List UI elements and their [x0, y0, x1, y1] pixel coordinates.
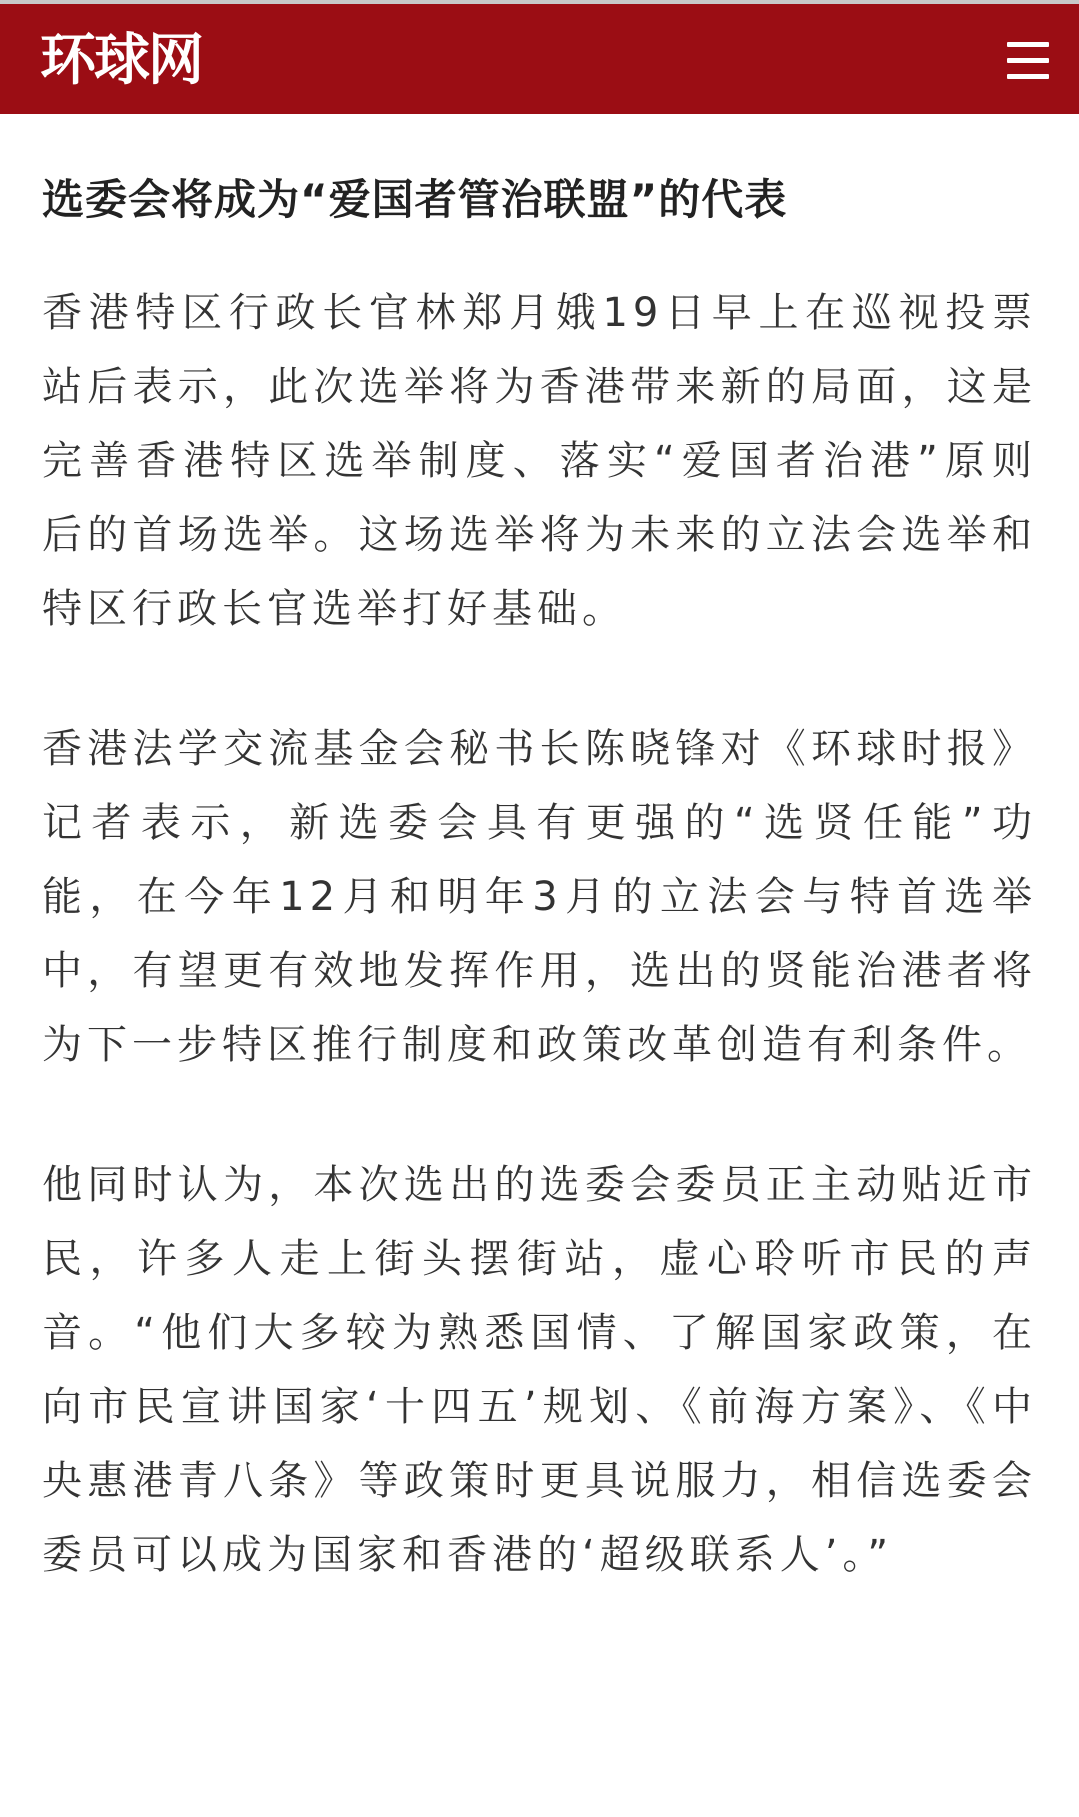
- article-paragraph-1: 香港特区行政长官林郑月娥19日早上在巡视投票站后表示，此次选举将为香港带来新的局面，这是完善香港特区选举制度、落实“爱国者治港”原则后的首场选举。这场选举将为未来的立法会选举和特区行政长官选举打好基础。: [42, 290, 1037, 632]
- article-paragraph-3: 他同时认为，本次选出的选委会委员正主动贴近市民，许多人走上街头摆街站，虚心聆听市民的声音。“他们大多较为熟悉国情、了解国家政策，在向市民宣讲国家‘十四五’规划、《前海方案》、《中央惠港青八条》等政策时更具说服力，相信选委会委员可以成为国家和香港的‘超级联系人’。”: [42, 1162, 1037, 1578]
- site-header: [0, 0, 1079, 114]
- article-body: [0, 170, 1079, 1592]
- article-paragraph-2: 香港法学交流基金会秘书长陈晓锋对《环球时报》记者表示，新选委会具有更强的“选贤任能”功能，在今年12月和明年3月的立法会与特首选举中，有望更有效地发挥作用，选出的贤能治港者将为下一步特区推行制度和政策改革创造有利条件。: [42, 726, 1037, 1068]
- menu-bar-bottom: [1007, 74, 1049, 79]
- menu-bar-middle: [1007, 58, 1049, 63]
- hamburger-menu-icon[interactable]: [1007, 40, 1049, 80]
- article-title: 选委会将成为“爱国者管治联盟”的代表: [42, 175, 788, 224]
- menu-bar-top: [1007, 42, 1049, 47]
- site-logo[interactable]: 环球网: [40, 28, 202, 93]
